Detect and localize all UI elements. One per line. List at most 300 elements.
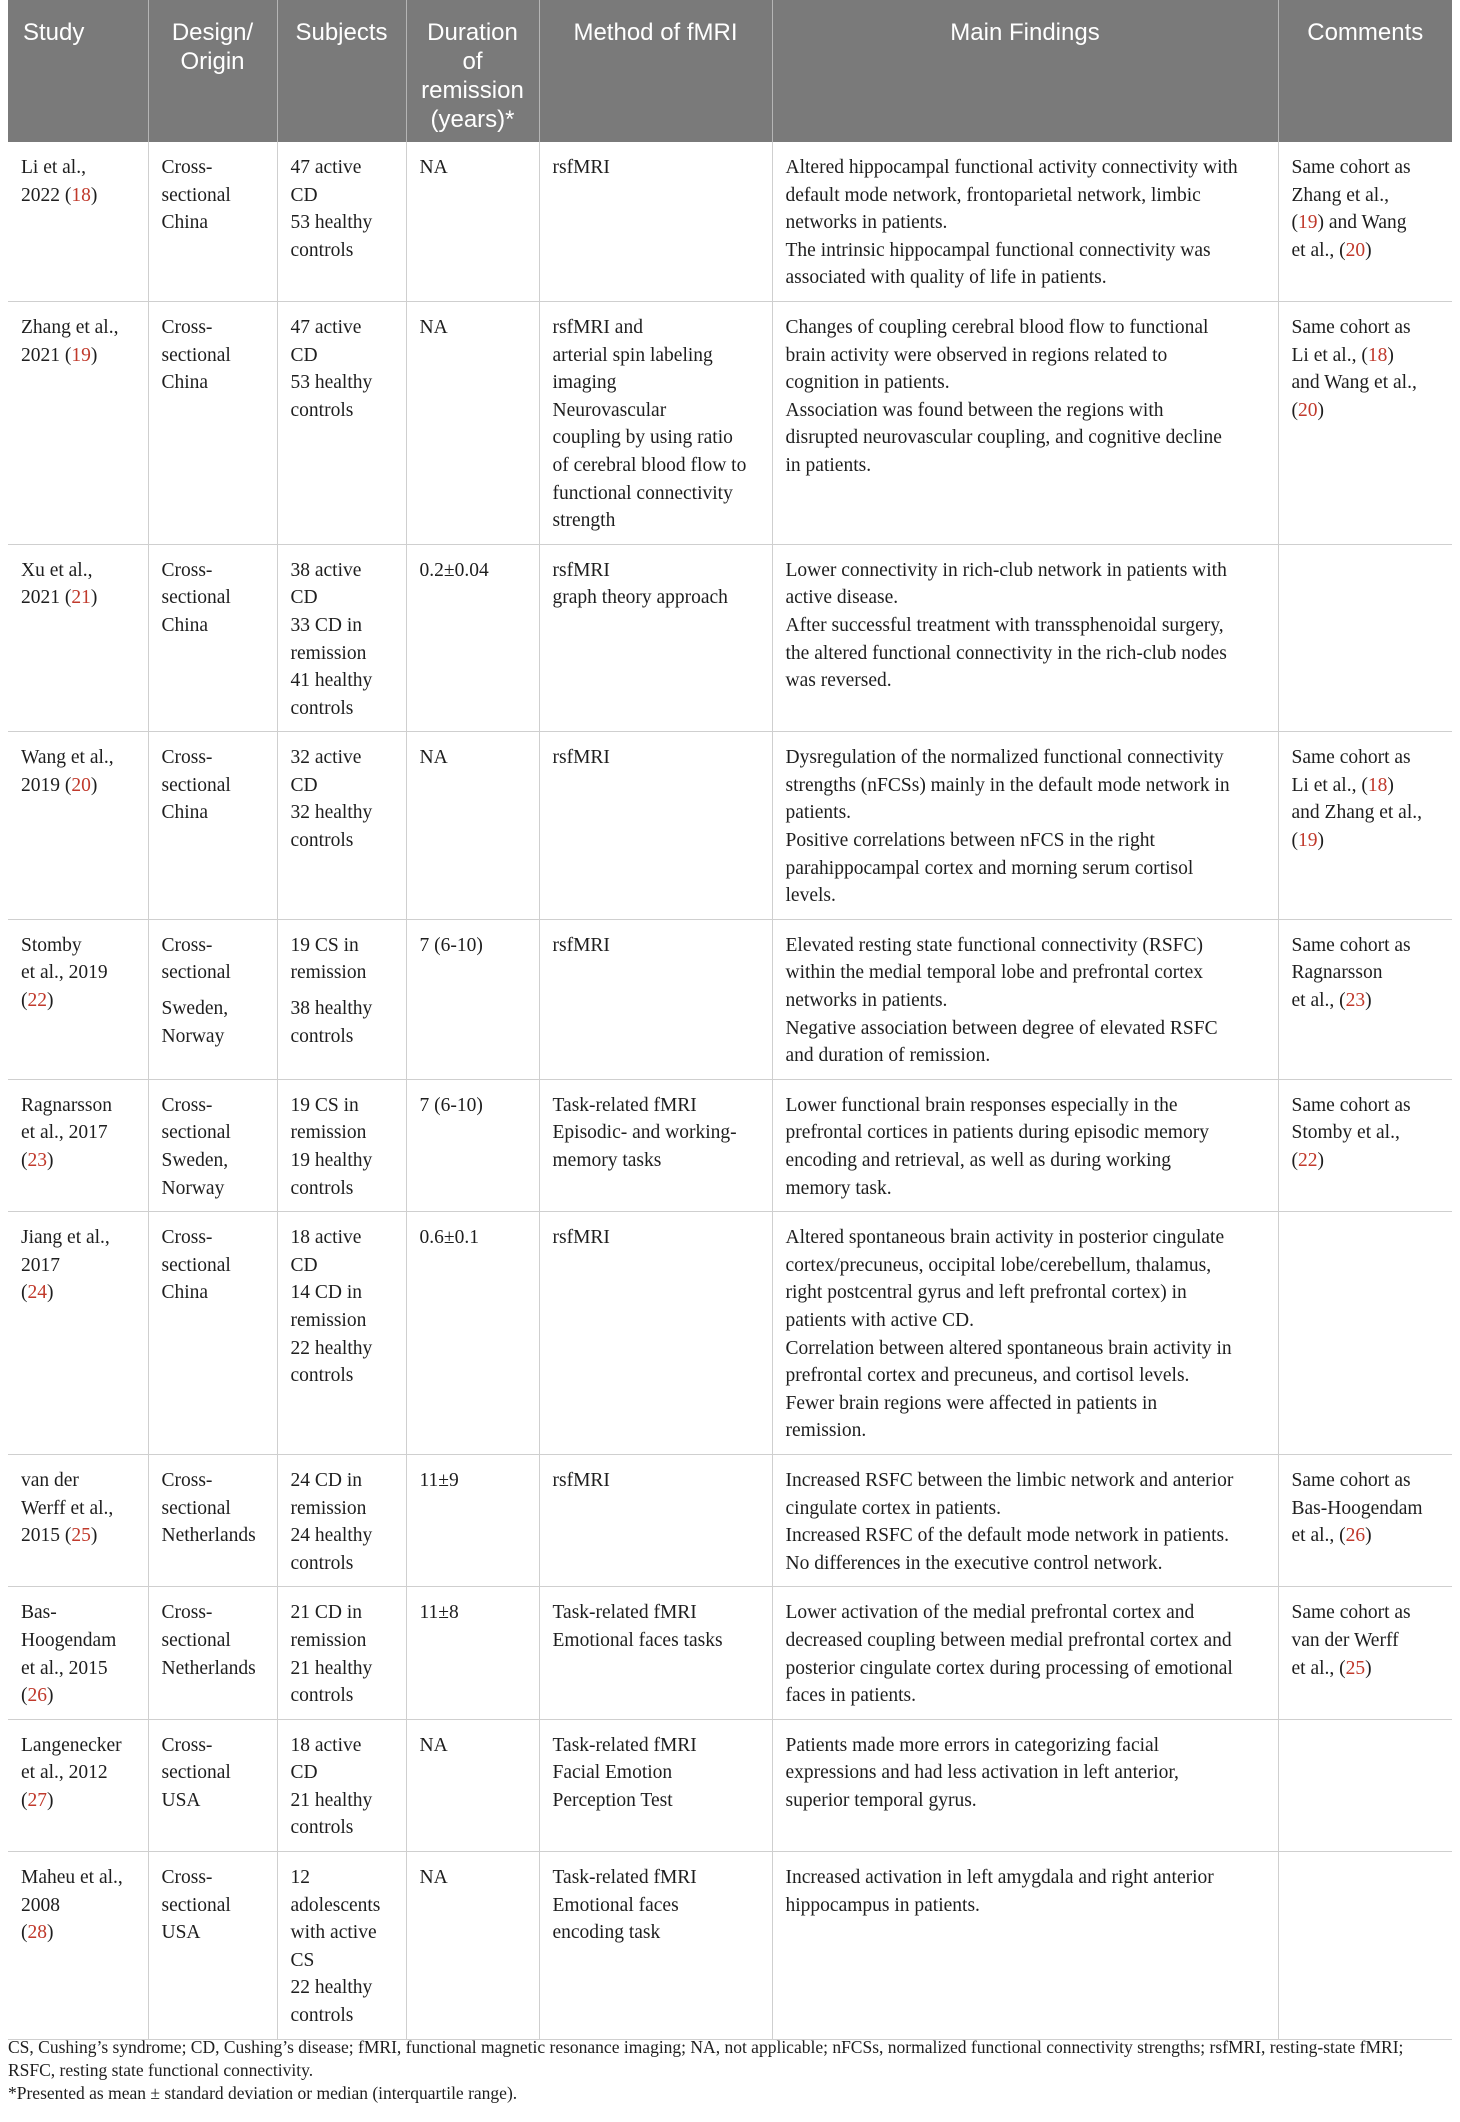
subjects-line: 24 healthy <box>290 1525 373 1547</box>
line-text: Stomby et al., <box>1291 1122 1400 1144</box>
line-text: Same cohort as <box>1291 1094 1411 1116</box>
line-text-suffix: ) <box>1387 774 1394 796</box>
findings-line: patients. <box>785 802 852 824</box>
reference-link[interactable]: 23 <box>27 1150 47 1171</box>
study-line <box>21 314 135 342</box>
line-text: ( <box>1291 212 1298 234</box>
method-line: arterial spin labeling <box>552 344 713 366</box>
design-cell <box>148 1454 277 1586</box>
line-text: Same cohort as <box>1291 1469 1411 1491</box>
comments-line <box>1292 397 1440 425</box>
design-line: Norway <box>161 1025 225 1047</box>
column-header-subjects: Subjects <box>277 0 406 142</box>
findings-line: After successful treatment with transsphenoidal surgery, <box>785 614 1224 636</box>
subjects-line: 53 healthy <box>290 372 373 394</box>
reference-link[interactable]: 20 <box>1298 399 1318 421</box>
line-text-suffix: ) <box>47 990 54 1012</box>
subjects-cell <box>277 1852 406 2040</box>
line-text: Same cohort as <box>1291 1602 1411 1624</box>
table-body <box>8 142 1452 2039</box>
findings-line: and duration of remission. <box>785 1045 991 1067</box>
design-line: China <box>161 1282 209 1304</box>
subjects-cell <box>277 1454 406 1586</box>
table-row <box>8 544 1452 732</box>
method-line: rsfMRI <box>552 934 610 956</box>
line-text: Li et al., <box>21 157 86 178</box>
duration-line: NA <box>419 316 448 338</box>
subjects-line: 38 active <box>290 559 362 581</box>
study-line <box>21 154 135 182</box>
table-header <box>8 0 1452 142</box>
line-text-suffix: ) and Wang <box>1317 212 1407 234</box>
reference-link[interactable]: 28 <box>27 1922 47 1944</box>
reference-link[interactable]: 26 <box>27 1685 47 1707</box>
duration-line: NA <box>419 1867 448 1889</box>
comments-line <box>1292 209 1440 237</box>
design-line: sectional <box>161 1894 231 1916</box>
line-text: 2019 ( <box>21 774 72 796</box>
line-text: et al., ( <box>1291 1525 1346 1547</box>
duration-cell <box>406 1212 539 1455</box>
subjects-cell <box>277 1719 406 1851</box>
method-line: graph theory approach <box>552 587 728 609</box>
reference-link[interactable]: 23 <box>1345 990 1366 1012</box>
line-text-suffix: ) <box>47 1685 54 1707</box>
line-text-suffix: ) <box>1317 1150 1324 1171</box>
subjects-line: controls <box>290 1025 354 1047</box>
comments-line <box>1292 1522 1440 1550</box>
line-text-suffix: ) <box>90 774 98 796</box>
design-line: Cross- <box>161 316 213 338</box>
duration-cell <box>406 1079 539 1211</box>
comments-cell <box>1278 544 1452 732</box>
findings-line: within the medial temporal lobe and prefrontal cortex <box>785 962 1203 984</box>
column-header-study: Study <box>8 0 148 142</box>
line-text: 2017 <box>21 1254 60 1276</box>
reference-link[interactable]: 26 <box>1345 1525 1366 1547</box>
subjects-line: 47 active <box>290 316 362 338</box>
line-text-suffix: ) <box>1387 344 1394 366</box>
subjects-line: controls <box>290 830 354 852</box>
reference-link[interactable]: 20 <box>1345 239 1366 261</box>
study-line <box>21 1252 135 1280</box>
table-row <box>8 1079 1452 1211</box>
comments-line <box>1292 1655 1440 1683</box>
line-text: and Wang et al., <box>1291 372 1417 394</box>
column-header-comments: Comments <box>1278 0 1452 142</box>
table-footnotes <box>8 2036 1452 2105</box>
asterisk-footnote: *Presented as mean ± standard deviation or median (interquartile range). <box>8 2083 518 2103</box>
line-text: Hoogendam <box>21 1629 117 1651</box>
line-gap <box>162 987 264 995</box>
study-cell <box>8 1587 148 1719</box>
subjects-line: controls <box>290 2005 354 2027</box>
subjects-line: 24 CD in <box>290 1469 363 1491</box>
subjects-line: 21 healthy <box>290 1789 373 1811</box>
comments-line <box>1292 987 1440 1015</box>
subjects-line: 21 CD in <box>290 1602 363 1624</box>
findings-line: prefrontal cortices in patients during episodic memory <box>785 1122 1209 1144</box>
comments-cell <box>1278 1587 1452 1719</box>
method-cell <box>539 919 772 1079</box>
line-text: et al., 2012 <box>21 1762 108 1784</box>
findings-line: Lower activation of the medial prefrontal cortex and <box>785 1602 1195 1624</box>
column-header-findings: Main Findings <box>772 0 1278 142</box>
line-text: ( <box>21 1150 28 1171</box>
subjects-line: CD <box>290 344 318 366</box>
duration-line: 11±9 <box>419 1469 459 1491</box>
line-text: et al., 2017 <box>21 1122 108 1144</box>
reference-link[interactable]: 25 <box>1345 1657 1366 1679</box>
method-line: Task-related fMRI <box>552 1867 697 1889</box>
findings-line: remission. <box>785 1420 867 1442</box>
subjects-line: remission <box>290 1629 367 1651</box>
study-line <box>21 772 135 800</box>
findings-line: Increased activation in left amygdala and right anterior <box>785 1867 1214 1889</box>
method-line: imaging <box>552 372 617 394</box>
findings-line: disrupted neurovascular coupling, and cognitive decline <box>785 427 1222 449</box>
findings-line: Lower functional brain responses especially in the <box>785 1094 1178 1116</box>
design-cell <box>148 301 277 544</box>
reference-link[interactable]: 24 <box>27 1282 47 1304</box>
subjects-line: CD <box>290 774 318 796</box>
design-line: sectional <box>161 344 231 366</box>
line-text: Li et al., ( <box>1291 774 1368 796</box>
reference-link[interactable]: 18 <box>1367 774 1388 796</box>
reference-link[interactable]: 21 <box>71 587 91 609</box>
reference-link[interactable]: 19 <box>1298 830 1318 852</box>
column-header-duration: Duration of remission (years)* <box>406 0 539 142</box>
subjects-line: 21 healthy <box>290 1657 373 1679</box>
line-text-suffix: ) <box>1317 830 1324 852</box>
findings-line: in patients. <box>785 454 872 476</box>
subjects-line: CD <box>290 184 318 206</box>
line-text-suffix: ) <box>1317 399 1324 421</box>
comments-cell <box>1278 1079 1452 1211</box>
findings-line: decreased coupling between medial prefrontal cortex and <box>785 1629 1232 1651</box>
duration-line: NA <box>419 1734 448 1756</box>
design-line: USA <box>161 1789 201 1811</box>
study-line <box>21 1759 135 1787</box>
findings-line: expressions and had less activation in left anterior, <box>785 1762 1179 1784</box>
duration-cell <box>406 301 539 544</box>
study-cell <box>8 544 148 732</box>
comments-cell <box>1278 1852 1452 2040</box>
design-line: Cross- <box>161 934 213 956</box>
comments-line <box>1292 1467 1440 1495</box>
findings-line: strengths (nFCSs) mainly in the default mode network in <box>785 774 1230 796</box>
design-line: sectional <box>161 1122 231 1144</box>
findings-line: encoding and retrieval, as well as during working <box>785 1150 1172 1171</box>
design-line: China <box>161 372 209 394</box>
subjects-line: controls <box>290 399 354 421</box>
findings-line: Changes of coupling cerebral blood flow to functional <box>785 316 1209 338</box>
line-text: ( <box>1291 1150 1298 1171</box>
study-line <box>21 1627 135 1655</box>
study-line <box>21 1864 135 1892</box>
design-cell <box>148 1079 277 1211</box>
findings-line: associated with quality of life in patients. <box>785 267 1107 289</box>
findings-line: Lower connectivity in rich-club network in patients with <box>785 559 1227 581</box>
method-line: Perception Test <box>552 1789 673 1811</box>
duration-cell <box>406 732 539 920</box>
subjects-cell <box>277 919 406 1079</box>
findings-line: memory task. <box>785 1177 892 1199</box>
subjects-line: 19 healthy <box>290 1150 373 1171</box>
findings-line: No differences in the executive control network. <box>785 1552 1163 1574</box>
line-text-suffix: ) <box>1365 239 1372 261</box>
findings-line: superior temporal gyrus. <box>785 1789 977 1811</box>
design-line: sectional <box>161 774 231 796</box>
subjects-line: 18 active <box>290 1734 362 1756</box>
line-text: and Zhang et al., <box>1291 802 1422 824</box>
duration-line: 7 (6-10) <box>419 934 483 956</box>
method-cell <box>539 1079 772 1211</box>
method-line: Task-related fMRI <box>552 1734 697 1756</box>
subjects-line: remission <box>290 1309 367 1331</box>
line-text-suffix: ) <box>47 1922 54 1944</box>
study-line <box>21 1119 135 1147</box>
column-header-method: Method of fMRI <box>539 0 772 142</box>
study-cell <box>8 1852 148 2040</box>
design-line: Sweden, <box>161 1150 229 1171</box>
findings-line: Fewer brain regions were affected in patients in <box>785 1392 1158 1414</box>
findings-line: prefrontal cortex and precuneus, and cortisol levels. <box>785 1365 1190 1387</box>
design-cell <box>148 919 277 1079</box>
line-text: Maheu et al., <box>21 1867 123 1889</box>
line-text: Ragnarsson <box>1291 962 1383 984</box>
reference-link[interactable]: 20 <box>71 774 91 796</box>
subjects-line: adolescents <box>290 1894 381 1916</box>
study-cell <box>8 732 148 920</box>
design-cell <box>148 1852 277 2040</box>
design-line: sectional <box>161 1629 231 1651</box>
design-line: USA <box>161 1922 201 1944</box>
line-text-suffix: ) <box>1365 1657 1372 1679</box>
reference-link[interactable]: 19 <box>71 344 91 366</box>
comments-line <box>1292 744 1440 772</box>
findings-cell <box>772 1079 1278 1211</box>
findings-line: Altered spontaneous brain activity in posterior cingulate <box>785 1227 1225 1249</box>
method-cell <box>539 1719 772 1851</box>
line-text: ( <box>21 990 28 1012</box>
method-line: memory tasks <box>552 1150 662 1171</box>
line-text: ( <box>21 1789 28 1811</box>
line-text: 2021 ( <box>21 344 72 366</box>
comments-line <box>1292 182 1440 210</box>
design-line: Cross- <box>161 1734 213 1756</box>
design-line: sectional <box>161 1762 231 1784</box>
design-line: Netherlands <box>161 1657 256 1679</box>
line-text-suffix: ) <box>1365 990 1372 1012</box>
subjects-line: 47 active <box>290 157 362 178</box>
findings-line: cingulate cortex in patients. <box>785 1497 1002 1519</box>
study-cell <box>8 1719 148 1851</box>
line-text: 2008 <box>21 1894 60 1916</box>
comments-line <box>1292 1627 1440 1655</box>
method-line: Neurovascular <box>552 399 667 421</box>
subjects-line: remission <box>290 962 367 984</box>
design-cell <box>148 732 277 920</box>
design-line: China <box>161 212 209 234</box>
comments-line <box>1292 1147 1440 1175</box>
findings-line: Negative association between degree of elevated RSFC <box>785 1017 1218 1039</box>
design-line: sectional <box>161 962 231 984</box>
line-text: Stomby <box>21 934 82 956</box>
line-text: ( <box>1291 830 1298 852</box>
line-text: ( <box>21 1685 28 1707</box>
study-line <box>21 1892 135 1920</box>
findings-line: right postcentral gyrus and left prefrontal cortex) in <box>785 1282 1187 1304</box>
findings-line: Positive correlations between nFCS in the right <box>785 830 1155 852</box>
line-text: van der Werff <box>1291 1629 1399 1651</box>
subjects-line: 12 <box>290 1867 310 1889</box>
reference-link[interactable]: 22 <box>1298 1150 1318 1171</box>
abbreviations-footnote: CS, Cushing’s syndrome; CD, Cushing’s disease; fMRI, functional magnetic resonance imaging; NA, not applicable; nFCSs, normalized functional connectivity strengths; rsfMRI, resting-state fMRI; RSFC, resting state functional connectivity. <box>8 2037 1404 2080</box>
line-text: ( <box>21 1282 28 1304</box>
findings-cell <box>772 1212 1278 1455</box>
line-text-suffix: ) <box>1365 1525 1372 1547</box>
line-text-suffix: ) <box>90 1525 98 1547</box>
comments-line <box>1292 154 1440 182</box>
study-line <box>21 342 135 370</box>
method-line: rsfMRI <box>552 559 610 581</box>
duration-line: 0.6±0.1 <box>419 1227 479 1249</box>
subjects-cell <box>277 544 406 732</box>
reference-link[interactable]: 22 <box>27 990 47 1012</box>
findings-line: Increased RSFC of the default mode network in patients. <box>785 1525 1230 1547</box>
method-line: strength <box>552 510 616 532</box>
line-text: Bas-Hoogendam <box>1291 1497 1423 1519</box>
method-cell <box>539 1852 772 2040</box>
table-row <box>8 1719 1452 1851</box>
method-line: rsfMRI <box>552 1227 610 1249</box>
findings-line: posterior cingulate cortex during processing of emotional <box>785 1657 1233 1679</box>
findings-line: Correlation between altered spontaneous brain activity in <box>785 1337 1232 1359</box>
method-line: Episodic- and working- <box>552 1122 737 1144</box>
subjects-cell <box>277 1079 406 1211</box>
study-line <box>21 744 135 772</box>
reference-link[interactable]: 25 <box>71 1525 91 1547</box>
subjects-line: controls <box>290 1365 354 1387</box>
design-line: Cross- <box>161 157 213 178</box>
line-text-suffix: ) <box>47 1789 54 1811</box>
line-text: Wang et al., <box>21 747 114 769</box>
findings-line: default mode network, frontoparietal network, limbic <box>785 184 1201 206</box>
line-text: Same cohort as <box>1291 934 1411 956</box>
study-line <box>21 1787 135 1815</box>
study-line <box>21 1224 135 1252</box>
study-cell <box>8 1212 148 1455</box>
comments-cell <box>1278 1454 1452 1586</box>
reference-link[interactable]: 18 <box>1367 344 1388 366</box>
study-line <box>21 557 135 585</box>
subjects-line: controls <box>290 1552 354 1574</box>
method-line: rsfMRI <box>552 1469 610 1491</box>
findings-line: Patients made more errors in categorizing facial <box>785 1734 1160 1756</box>
study-line <box>21 1732 135 1760</box>
line-text: Jiang et al., <box>21 1227 110 1249</box>
subjects-cell <box>277 301 406 544</box>
study-cell <box>8 919 148 1079</box>
study-line <box>21 932 135 960</box>
findings-line: hippocampus in patients. <box>785 1894 980 1916</box>
design-line: sectional <box>161 587 231 609</box>
subjects-line: CS <box>290 1949 315 1971</box>
study-line <box>21 1495 135 1523</box>
study-line <box>21 987 135 1015</box>
findings-line: patients with active CD. <box>785 1309 974 1331</box>
subjects-cell <box>277 142 406 301</box>
reference-link[interactable]: 19 <box>1298 212 1318 234</box>
comments-line <box>1292 799 1440 827</box>
subjects-line: remission <box>290 1122 367 1144</box>
study-cell <box>8 301 148 544</box>
duration-cell <box>406 1719 539 1851</box>
comments-line <box>1292 1599 1440 1627</box>
method-line: rsfMRI and <box>552 316 643 338</box>
line-text: Xu et al., <box>21 559 93 581</box>
comments-line <box>1292 772 1440 800</box>
duration-line: 7 (6-10) <box>419 1094 483 1116</box>
findings-line: was reversed. <box>785 670 892 692</box>
line-text: Zhang et al., <box>21 316 119 338</box>
reference-link[interactable]: 18 <box>71 184 91 206</box>
design-line: China <box>161 614 209 636</box>
method-line: Emotional faces tasks <box>552 1629 723 1651</box>
design-line: Sweden, <box>161 998 229 1020</box>
line-text-suffix: ) <box>90 184 98 206</box>
findings-line: Association was found between the regions with <box>785 399 1164 421</box>
comments-cell <box>1278 1212 1452 1455</box>
column-header-design: Design/ Origin <box>148 0 277 142</box>
line-text-suffix: ) <box>90 344 98 366</box>
findings-line: levels. <box>785 885 836 907</box>
reference-link[interactable]: 27 <box>27 1789 47 1811</box>
findings-line: networks in patients. <box>785 990 948 1012</box>
design-cell <box>148 142 277 301</box>
subjects-cell <box>277 732 406 920</box>
comments-line <box>1292 959 1440 987</box>
line-text: Same cohort as <box>1291 316 1411 338</box>
line-text: et al., 2019 <box>21 962 108 984</box>
findings-cell <box>772 1587 1278 1719</box>
duration-line: 0.2±0.04 <box>419 559 489 581</box>
subjects-line: CD <box>290 587 318 609</box>
subjects-line: CD <box>290 1254 318 1276</box>
subjects-line: 38 healthy <box>290 998 373 1020</box>
method-cell <box>539 142 772 301</box>
design-line: Cross- <box>161 1469 213 1491</box>
findings-line: cortex/precuneus, occipital lobe/cerebellum, thalamus, <box>785 1254 1212 1276</box>
study-line <box>21 1522 135 1550</box>
subjects-line: 33 CD in <box>290 614 363 636</box>
duration-cell <box>406 1587 539 1719</box>
table-row <box>8 1852 1452 2040</box>
study-line <box>21 182 135 210</box>
findings-line: The intrinsic hippocampal functional connectivity was <box>785 239 1211 261</box>
findings-line: faces in patients. <box>785 1685 916 1707</box>
line-text-suffix: ) <box>47 1282 54 1304</box>
line-text: Same cohort as <box>1291 157 1411 178</box>
subjects-line: controls <box>290 1177 354 1199</box>
method-line: rsfMRI <box>552 747 610 769</box>
subjects-line: 18 active <box>290 1227 362 1249</box>
duration-cell <box>406 919 539 1079</box>
line-text: Bas- <box>21 1602 57 1624</box>
findings-line: cognition in patients. <box>785 372 950 394</box>
subjects-line: CD <box>290 1762 318 1784</box>
